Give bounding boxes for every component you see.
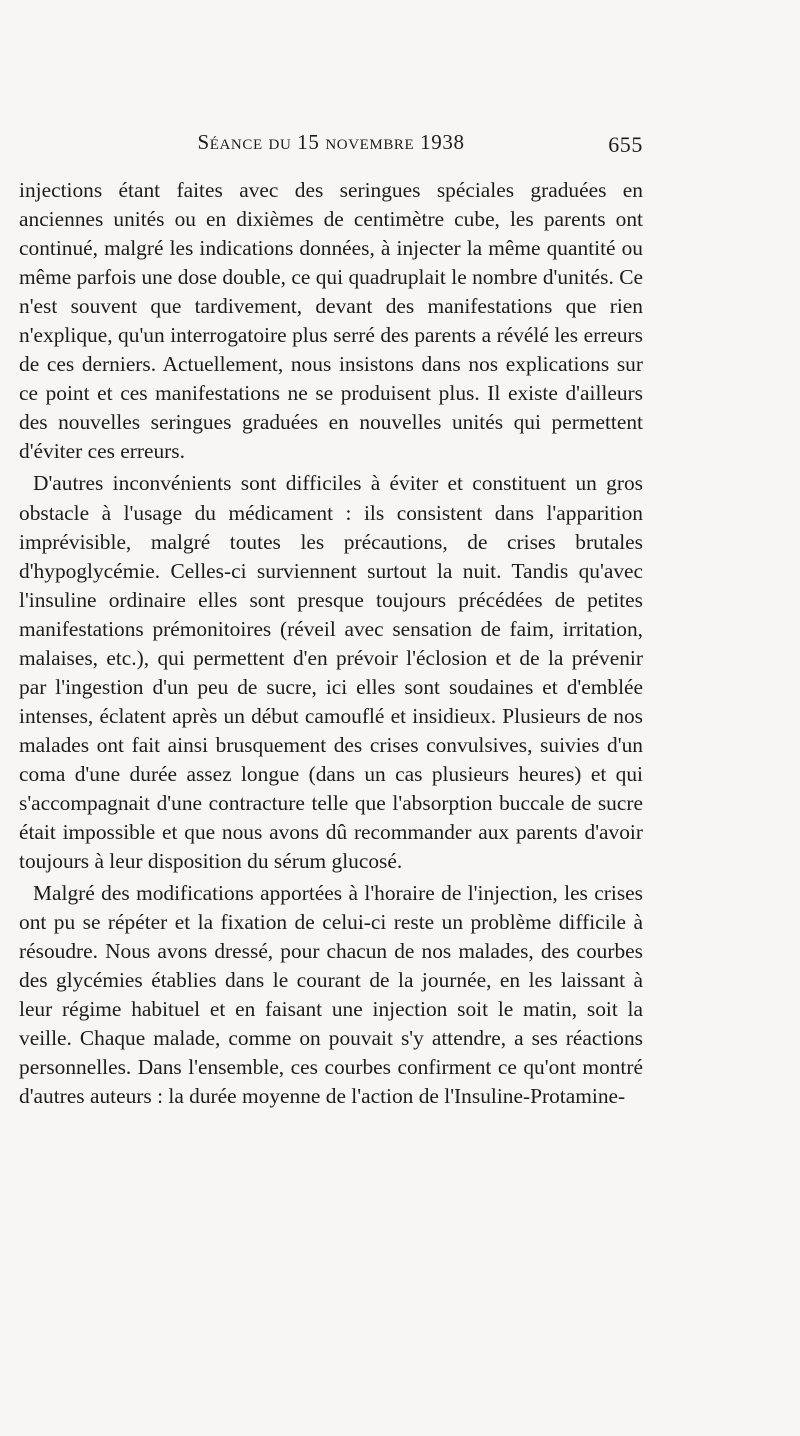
running-head <box>19 128 643 162</box>
paragraph-2: D'autres inconvénients sont difficiles à éviter et constituent un gros obstacle à l'usage du médicament : ils consistent dans l'apparition imprévisible, malgré toutes les précautions, de crises brutales d'hypoglycémie. Celles-ci surviennent surtout la nuit. Tandis qu'avec l'insuline ordinaire elles sont presque toujours précédées de petites manifestations prémonitoires (réveil avec sensation de faim, irritation, malaises, etc.), qui permettent d'en prévoir l'éclosion et de la prévenir par l'ingestion d'un peu de sucre, ici elles sont soudaines et d'emblée intenses, éclatent après un début camouflé et insidieux. Plusieurs de nos malades ont fait ainsi brusquement des crises convulsives, suivies d'un coma d'une durée assez longue (dans un cas plusieurs heures) et qui s'accompagnait d'une contracture telle que l'absorption buccale de sucre était impossible et que nous avons dû recommander aux parents d'avoir toujours à leur disposition du sérum glucosé. <box>19 471 643 874</box>
running-title: Séance du 15 novembre 1938 <box>197 130 465 154</box>
body-text <box>19 176 643 1112</box>
page-number: 655 <box>608 132 643 157</box>
paragraph-1: injections étant faites avec des seringues spéciales graduées en anciennes unités ou en dixièmes de centimètre cube, les parents ont continué, malgré les indications données, à injecter la même quantité ou même parfois une dose double, ce qui quadruplait le nombre d'unités. Ce n'est souvent que tardivement, devant des manifestations que rien n'explique, qu'un interrogatoire plus serré des parents a révélé les erreurs de ces derniers. Actuellement, nous insistons dans nos explications sur ce point et ces manifestations ne se produisent plus. Il existe d'ailleurs des nouvelles seringues graduées en nouvelles unités qui permettent d'éviter ces erreurs. <box>19 178 643 464</box>
paragraph-3: Malgré des modifications apportées à l'horaire de l'injection, les crises ont pu se répéter et la fixation de celui-ci reste un problème difficile à résoudre. Nous avons dressé, pour chacun de nos malades, des courbes des glycémies établies dans le courant de la journée, en les laissant à leur régime habituel et en faisant une injection soit le matin, soit la veille. Chaque malade, comme on pouvait s'y attendre, a ses réactions personnelles. Dans l'ensemble, ces courbes confirment ce qu'ont montré d'autres auteurs : la durée moyenne de l'action de l'Insuline-Protamine- <box>19 881 643 1109</box>
